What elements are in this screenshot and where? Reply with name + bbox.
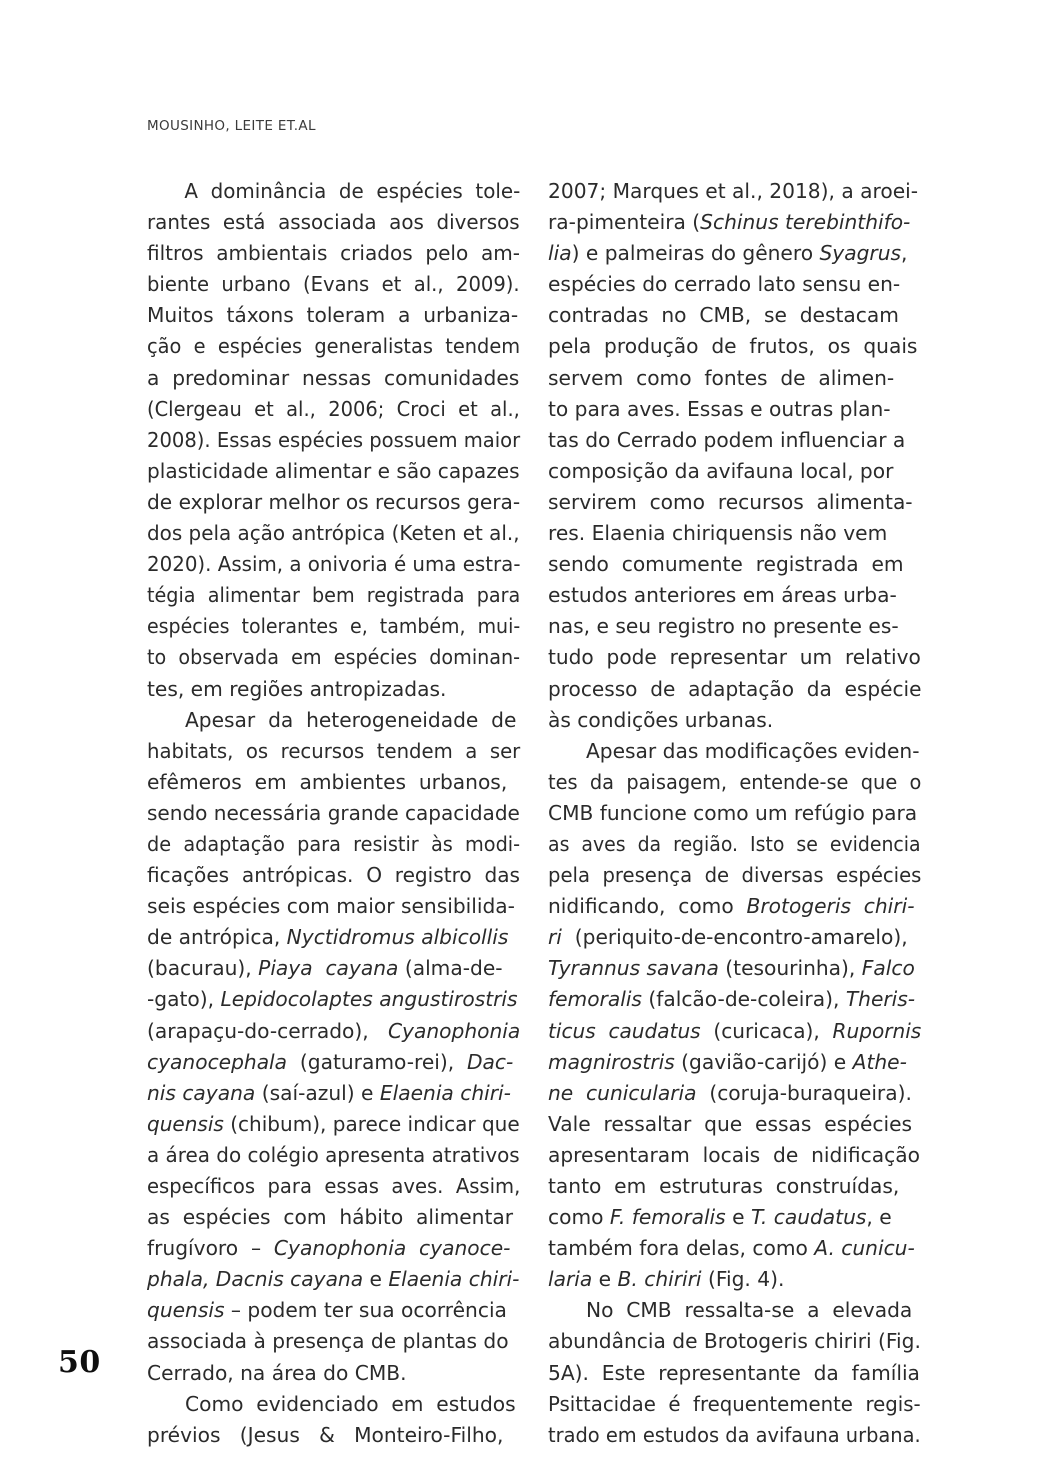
text-run: ,	[901, 241, 908, 266]
text-line	[548, 891, 921, 922]
text-run: também fora delas, como	[548, 1236, 815, 1261]
italic-run: phala, Dacnis cayana	[147, 1267, 364, 1292]
italic-run: Tyrannus savana	[548, 956, 719, 981]
text-line	[147, 300, 520, 331]
running-head: MOUSINHO, LEITE ET.AL	[147, 118, 316, 134]
italic-run: laria	[548, 1267, 593, 1292]
text-column-right	[548, 176, 921, 1451]
text-line	[147, 487, 519, 518]
text-run: to observada em espécies dominan-	[147, 645, 521, 670]
text-run: Psittacidae é frequentemente regis-	[548, 1391, 921, 1416]
text-run: ra-pimenteira (	[548, 210, 701, 235]
text-run: as aves da região. Isto se evidencia	[548, 831, 921, 856]
text-run: espécies tolerantes e, também, mui-	[147, 614, 521, 639]
text-line	[147, 549, 521, 580]
paragraph	[147, 1389, 520, 1451]
text-run: (curicaca),	[700, 1018, 833, 1043]
text-run: como	[548, 1205, 610, 1230]
text-line	[147, 953, 520, 984]
text-line	[548, 1326, 921, 1357]
text-run: a predominar nessas comunidades	[147, 365, 520, 390]
text-run: Como evidenciado em estudos	[185, 1391, 516, 1416]
text-line	[548, 238, 921, 269]
text-line	[548, 705, 921, 736]
italic-run: Dac-	[467, 1049, 514, 1074]
text-line	[147, 394, 520, 425]
text-run: plasticidade alimentar e são capazes	[147, 458, 520, 483]
text-run: (Fig. 4).	[701, 1267, 785, 1292]
text-run: tas do Cerrado podem influenciar a	[548, 427, 906, 452]
italic-run: ticus caudatus	[548, 1018, 701, 1043]
italic-run: ne cunicularia	[548, 1080, 697, 1105]
text-run: às condições urbanas.	[548, 707, 774, 732]
italic-run: nis cayana	[147, 1080, 256, 1105]
text-run: 2008). Essas espécies possuem maior	[147, 427, 521, 452]
text-run: pela produção de frutos, os quais	[548, 334, 918, 359]
text-run: Apesar da heterogeneidade de	[185, 707, 517, 732]
text-run: ) e palmeiras do gênero	[571, 241, 820, 266]
text-run: – podem ter sua ocorrência	[224, 1298, 507, 1323]
text-run: (periquito-de-encontro-amarelo),	[561, 925, 908, 950]
paragraph	[548, 1295, 921, 1450]
text-run: e	[592, 1267, 618, 1292]
text-run: to para aves. Essas e outras plan-	[548, 396, 891, 421]
text-line	[548, 1233, 921, 1264]
text-run: (tesourinha),	[718, 956, 862, 981]
text-line	[147, 580, 521, 611]
text-run: A dominância de espécies tole-	[184, 179, 521, 203]
text-line	[147, 207, 520, 238]
text-line	[147, 456, 518, 487]
text-line	[147, 674, 520, 705]
text-line	[548, 1109, 921, 1140]
text-run: específicos para essas aves. Assim,	[147, 1174, 521, 1198]
text-line	[147, 860, 518, 891]
text-run: Muitos táxons toleram a urbaniza-	[147, 303, 519, 328]
text-run: 5A). Este representante da família	[548, 1360, 920, 1385]
text-run: , e	[866, 1205, 892, 1230]
text-line	[548, 300, 921, 331]
italic-run: Athe-	[852, 1049, 907, 1074]
text-run: ção e espécies generalistas tendem	[147, 334, 521, 359]
text-line	[147, 176, 521, 207]
italic-run: femoralis	[548, 987, 642, 1012]
text-run: dos pela ação antrópica (Keten et al.,	[147, 521, 520, 546]
text-run: (gaturamo-rei),	[287, 1049, 468, 1074]
text-run: pela presença de diversas espécies	[548, 863, 922, 888]
text-run: apresentaram locais de nidificação	[548, 1142, 920, 1167]
text-line	[147, 363, 520, 394]
text-line	[548, 860, 922, 891]
text-run: Vale ressaltar que essas espécies	[548, 1111, 913, 1136]
text-line	[548, 580, 921, 611]
text-run: ficações antrópicas. O registro das	[147, 863, 520, 888]
italic-run: Falco	[861, 956, 915, 981]
text-line	[548, 611, 921, 642]
text-line	[548, 1358, 921, 1389]
text-line	[147, 642, 521, 673]
text-run: habitats, os recursos tendem a ser	[147, 738, 521, 763]
italic-run: ri	[548, 925, 562, 950]
text-line	[548, 1295, 921, 1326]
text-run: seis espécies com maior sensibilida-	[147, 894, 515, 919]
text-line	[548, 1016, 922, 1047]
text-line	[548, 767, 922, 798]
paragraph	[548, 176, 921, 736]
text-run: de explorar melhor os recursos gera-	[147, 489, 521, 514]
italic-run: Schinus terebinthifo-	[700, 210, 911, 235]
text-line	[147, 798, 520, 829]
text-line	[548, 1047, 921, 1078]
text-line	[147, 984, 520, 1015]
text-line	[147, 1233, 520, 1264]
italic-run: Theris-	[845, 987, 916, 1012]
italic-run: quensis	[147, 1111, 224, 1136]
text-run: (alma-de-	[398, 956, 503, 981]
text-line	[548, 736, 921, 767]
text-run: nidificando, como	[548, 894, 747, 919]
text-line	[548, 176, 921, 207]
text-run: -gato),	[147, 987, 221, 1012]
text-run: 2020). Assim, a onivoria é uma estra-	[147, 552, 521, 577]
italic-run: Brotogeris chiri-	[746, 894, 915, 919]
text-run: (gavião-carijó) e	[674, 1049, 853, 1074]
text-run: (coruja-buraqueira).	[696, 1080, 912, 1105]
text-run: nas, e seu registro no presente es-	[548, 614, 899, 639]
text-line	[548, 363, 921, 394]
text-line	[548, 922, 921, 953]
text-line	[147, 767, 520, 798]
text-line	[548, 674, 922, 705]
text-line	[147, 829, 521, 860]
page-number: 50	[58, 1345, 101, 1380]
text-run: CMB funcione como um refúgio para	[548, 800, 918, 825]
text-line	[548, 1202, 921, 1233]
text-run: espécies do cerrado lato sensu en-	[548, 272, 901, 297]
text-line	[147, 922, 520, 953]
text-line	[548, 425, 921, 456]
text-run: res. Elaenia chiriquensis não vem	[548, 521, 888, 546]
text-line	[147, 425, 521, 456]
text-run: 2007; Marques et al., 2018), a aroei-	[548, 179, 919, 203]
text-run: associada à presença de plantas do	[147, 1329, 509, 1354]
text-line	[147, 1389, 520, 1420]
italic-run: cyanocephala	[147, 1049, 288, 1074]
text-line	[548, 394, 921, 425]
italic-run: Elaenia chiri-	[388, 1267, 520, 1292]
text-run: de antrópica,	[147, 925, 287, 950]
text-line	[548, 549, 921, 580]
text-run: servirem como recursos alimenta-	[548, 489, 913, 514]
text-line	[147, 1264, 520, 1295]
text-line	[147, 1295, 520, 1326]
text-line	[147, 1420, 520, 1451]
text-line	[548, 642, 920, 673]
text-line	[147, 1016, 520, 1047]
text-run: sendo necessária grande capacidade	[147, 800, 520, 825]
italic-run: Lepidocolaptes angustirostris	[220, 987, 518, 1012]
text-run: biente urbano (Evans et al., 2009).	[147, 272, 520, 297]
text-line	[147, 269, 520, 300]
text-run: e	[725, 1205, 751, 1230]
text-run: de adaptação para resistir às modi-	[147, 831, 521, 856]
text-line	[548, 331, 921, 362]
italic-run: B. chiriri	[617, 1267, 702, 1292]
italic-run: Nyctidromus albicollis	[286, 925, 509, 950]
text-line	[548, 456, 921, 487]
text-run: composição da avifauna local, por	[548, 458, 894, 483]
italic-run: Rupornis	[832, 1018, 922, 1043]
text-line	[548, 984, 921, 1015]
text-line	[147, 331, 521, 362]
text-line	[147, 1078, 520, 1109]
text-run: (saí-azul) e	[255, 1080, 380, 1105]
italic-run: T. caudatus	[750, 1205, 867, 1230]
text-run: rantes está associada aos diversos	[147, 210, 520, 235]
text-run: tudo pode representar um relativo	[548, 645, 921, 670]
text-line	[147, 1358, 520, 1389]
text-line	[147, 891, 520, 922]
text-run: filtros ambientais criados pelo am-	[147, 241, 520, 266]
text-run: tanto em estruturas construídas,	[548, 1174, 900, 1198]
text-line	[548, 518, 921, 549]
italic-run: F. femoralis	[609, 1205, 726, 1230]
text-run: efêmeros em ambientes urbanos,	[147, 769, 508, 794]
text-run: Cerrado, na área do CMB.	[147, 1360, 407, 1385]
text-line	[147, 736, 521, 767]
italic-run: lia	[548, 241, 572, 266]
text-line	[548, 1078, 921, 1109]
text-run: tégia alimentar bem registrada para	[147, 583, 521, 608]
text-line	[548, 829, 921, 860]
text-run: processo de adaptação da espécie	[548, 676, 922, 701]
text-run: (falcão-de-coleira),	[641, 987, 846, 1012]
italic-run: magnirostris	[548, 1049, 675, 1074]
text-line	[147, 1047, 520, 1078]
text-run: (bacurau),	[147, 956, 259, 981]
text-line	[548, 1140, 921, 1171]
italic-run: Elaenia chiri-	[379, 1080, 511, 1105]
text-line	[548, 269, 921, 300]
text-line	[548, 798, 921, 829]
italic-run: Syagrus	[819, 241, 902, 266]
text-line	[147, 1140, 520, 1171]
text-run: trado em estudos da avifauna urbana.	[548, 1422, 921, 1447]
text-run: No CMB ressalta-se a elevada	[586, 1298, 913, 1323]
text-line	[548, 1389, 921, 1420]
text-column-left	[147, 176, 520, 1451]
text-line	[548, 207, 921, 238]
text-run: estudos anteriores em áreas urba-	[548, 583, 897, 608]
text-run: e	[363, 1267, 389, 1292]
paragraph	[147, 705, 520, 1389]
text-line	[147, 1171, 521, 1202]
text-run: tes da paisagem, entende-se que o	[548, 769, 922, 794]
italic-run: Cyanophonia	[387, 1018, 521, 1043]
text-line	[147, 705, 520, 736]
italic-run: Cyanophonia cyanoce-	[273, 1236, 511, 1261]
text-run: (arapaçu-do-cerrado),	[147, 1018, 388, 1043]
text-line	[147, 518, 520, 549]
text-line	[548, 1264, 921, 1295]
text-line	[548, 953, 921, 984]
text-line	[147, 238, 520, 269]
paragraph	[147, 176, 520, 705]
text-run: (Clergeau et al., 2006; Croci et al.,	[147, 396, 520, 421]
text-run: as espécies com hábito alimentar	[147, 1205, 514, 1230]
text-run: abundância de Brotogeris chiriri (Fig.	[548, 1329, 921, 1354]
text-line	[548, 487, 921, 518]
text-run: Apesar das modificações eviden-	[586, 738, 920, 763]
text-line	[548, 1420, 921, 1451]
text-line	[147, 1326, 520, 1357]
text-line	[147, 611, 521, 642]
text-line	[548, 1171, 921, 1202]
italic-run: A. cunicu-	[814, 1236, 915, 1261]
italic-run: Piaya cayana	[258, 956, 399, 981]
text-run: a área do colégio apresenta atrativos	[147, 1142, 520, 1167]
text-run: servem como fontes de alimen-	[548, 365, 895, 390]
text-line	[147, 1109, 520, 1140]
text-run: tes, em regiões antropizadas.	[147, 676, 447, 701]
paragraph	[548, 736, 921, 1296]
text-run: (chibum), parece indicar que	[223, 1111, 520, 1136]
text-run: prévios (Jesus & Monteiro-Filho,	[147, 1422, 504, 1447]
text-run: contradas no CMB, se destacam	[548, 303, 899, 328]
text-run: frugívoro –	[147, 1236, 274, 1261]
text-run: sendo comumente registrada em	[548, 552, 904, 577]
italic-run: quensis	[147, 1298, 225, 1323]
text-line	[147, 1202, 520, 1233]
